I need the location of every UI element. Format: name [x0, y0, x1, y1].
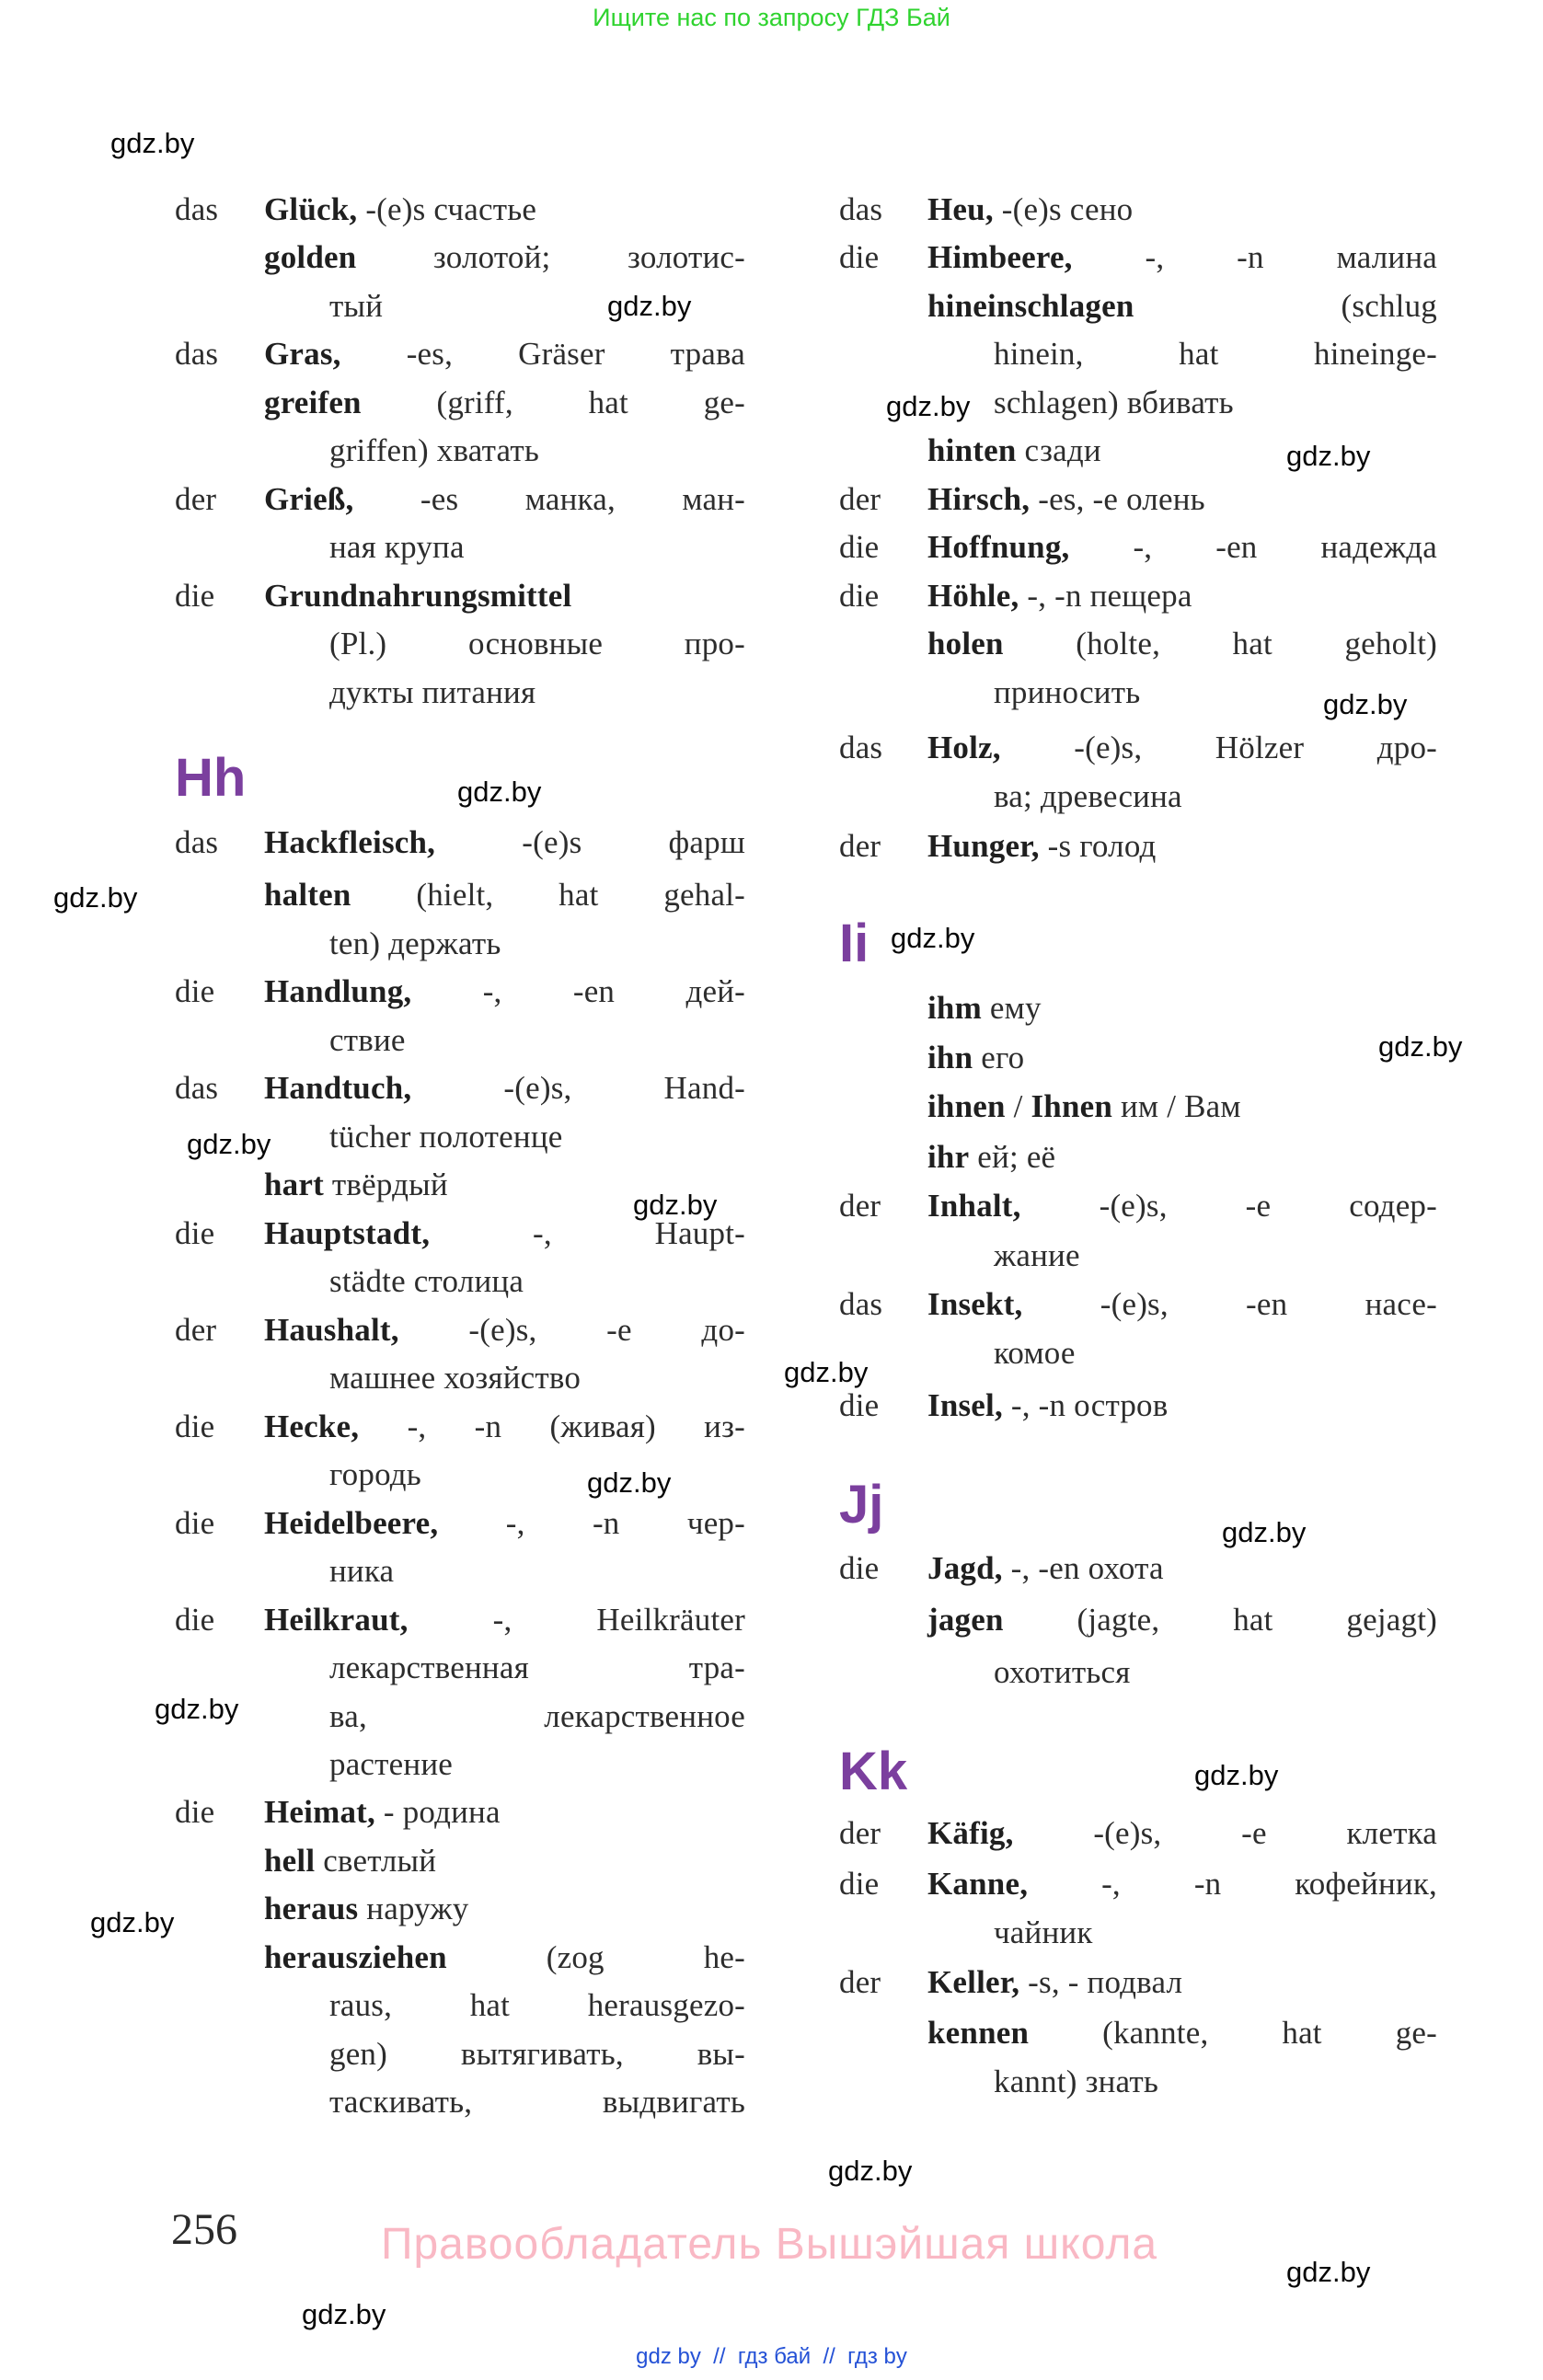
headword: Himbeere,: [927, 239, 1073, 275]
entry-line: [839, 1811, 1437, 1856]
entry-text: ствие: [329, 1022, 406, 1058]
gdz-watermark: gdz.by: [457, 776, 542, 808]
entry-text: -(e)s, Hölzer дро-: [1000, 730, 1437, 765]
entry-continuation-line: [175, 622, 745, 666]
gdz-watermark: gdz.by: [1194, 1759, 1279, 1791]
headword: Gras,: [264, 336, 341, 372]
headword: Insel,: [927, 1387, 1003, 1423]
gdz-watermark: gdz.by: [1378, 1030, 1463, 1063]
entry-continuation-line: [175, 671, 745, 715]
article-label: die: [175, 1794, 215, 1830]
entry-continuation-line: [839, 1650, 1437, 1695]
gdz-watermark: gdz.by: [302, 2298, 386, 2330]
entry-continuation-line: [175, 1018, 745, 1063]
entry-line: [175, 1839, 745, 1883]
entry-text: raus, hat herausgezo-: [329, 1987, 745, 2023]
entry-text: -, -n малина: [1072, 239, 1437, 275]
entry-text: schlagen) вбивать: [994, 385, 1234, 420]
entry-text: лекарственная тра-: [329, 1650, 745, 1685]
entry-text: -, -n чер-: [438, 1505, 745, 1541]
article-label: das: [175, 191, 219, 227]
article-label: das: [839, 191, 883, 227]
entry-text: ten) держать: [329, 926, 501, 961]
headword: ihn: [927, 1040, 973, 1075]
entry-text: ва, лекарственное: [329, 1698, 745, 1734]
headword: hell: [264, 1843, 316, 1879]
entry-text: (hielt, hat gehal-: [351, 877, 745, 913]
entry-text: таскивать, выдвигать: [329, 2084, 745, 2120]
gdz-watermark: gdz.by: [1323, 688, 1408, 720]
headword: holen: [927, 626, 1004, 661]
article-label: die: [839, 1387, 880, 1423]
entry-text: (kannte, hat ge-: [1029, 2015, 1437, 2051]
entry-text: наружу: [358, 1891, 469, 1926]
entry-continuation-line: [175, 2080, 745, 2124]
headword: Grieß,: [264, 481, 354, 517]
entry-line: [839, 1036, 1437, 1080]
article-label: das: [175, 1070, 219, 1106]
entry-text: -, -n кофейник,: [1028, 1866, 1437, 1902]
headword: Glück,: [264, 191, 358, 227]
entry-text: -, -en дей-: [411, 973, 745, 1009]
headword: Heidelbeere,: [264, 1505, 439, 1541]
entry-text: (holte, hat geholt): [1003, 626, 1437, 661]
gdz-watermark: gdz.by: [1222, 1516, 1307, 1548]
article-label: die: [175, 1408, 215, 1444]
entry-text: золотой; золотис-: [356, 239, 745, 275]
article-label: die: [839, 239, 880, 275]
entry-line: [175, 188, 745, 232]
headword: greifen: [264, 385, 362, 420]
entry-text: тый: [329, 288, 384, 324]
entry-text: (griff, hat ge-: [361, 385, 745, 420]
article-label: das: [175, 824, 219, 860]
entry-text: ва; древесина: [994, 778, 1182, 814]
entry-line: [839, 525, 1437, 569]
entry-line: [175, 381, 745, 425]
entry-continuation-line: [175, 1259, 745, 1304]
entry-text: -(e)s сено: [993, 191, 1134, 227]
headword: Holz,: [927, 730, 1001, 765]
entry-line: [839, 1546, 1437, 1591]
headword: halten: [264, 877, 351, 913]
entry-text: комое: [994, 1335, 1076, 1371]
entry-continuation-line: [175, 525, 745, 569]
article-label: die: [175, 1505, 215, 1541]
entry-line: [839, 284, 1437, 328]
copyright-notice: Правообладатель Вышэйшая школа: [380, 2220, 1158, 2269]
headword: Hauptstadt,: [264, 1215, 431, 1251]
headword: hineinschlagen: [927, 288, 1134, 324]
entry-text: городь: [329, 1456, 421, 1492]
entry-continuation-line: [175, 2032, 745, 2076]
headword: ihm: [927, 990, 982, 1026]
headword: heraus: [264, 1891, 359, 1926]
headword: Hunger,: [927, 828, 1040, 864]
entry-line: [839, 1862, 1437, 1906]
entry-text: его: [973, 1040, 1025, 1075]
entry-continuation-line: [175, 922, 745, 966]
entry-line: [175, 477, 745, 522]
entry-text: -, -n остров: [1002, 1387, 1169, 1423]
page-number: 256: [171, 2205, 237, 2254]
headword: Höhle,: [927, 578, 1019, 614]
entry-text: gen) вытягивать, вы-: [329, 2036, 745, 2072]
entry-text: дукты питания: [329, 674, 536, 710]
headword: kennen: [927, 2015, 1030, 2051]
entry-line: [839, 824, 1437, 868]
entry-continuation-line: [839, 1331, 1437, 1375]
entry-line: [175, 1405, 745, 1449]
entry-text: сзади: [1016, 432, 1101, 468]
entry-line: [839, 1184, 1437, 1228]
headword: Inhalt,: [927, 1188, 1021, 1224]
entry-line: [175, 970, 745, 1014]
entry-continuation-line: [175, 429, 745, 473]
article-label: der: [175, 1312, 217, 1348]
entry-line: [839, 1960, 1437, 2005]
headword: ihnen: [927, 1088, 1006, 1124]
gdz-watermark: gdz.by: [607, 290, 692, 322]
entry-text: ника: [329, 1553, 395, 1589]
article-label: das: [839, 1286, 883, 1322]
article-label: das: [839, 730, 883, 765]
entry-text: им / Вам: [1112, 1088, 1241, 1124]
entry-line: [839, 1085, 1437, 1129]
gdz-watermark: gdz.by: [90, 1906, 175, 1938]
entry-line: [839, 1598, 1437, 1642]
headword: Haushalt,: [264, 1312, 399, 1348]
entry-text: растение: [329, 1746, 453, 1782]
entry-continuation-line: [175, 1646, 745, 1690]
entry-line: [839, 726, 1437, 770]
entry-line: [175, 821, 745, 865]
entry-text: /: [1005, 1088, 1031, 1124]
entry-line: [175, 1936, 745, 1980]
headword: Grundnahrungsmittel: [264, 578, 572, 614]
entry-text: -(e)s счастье: [357, 191, 537, 227]
entry-text: -, Heilkräuter: [408, 1602, 745, 1638]
gdz-watermark: gdz.by: [1286, 440, 1371, 472]
entry-line: [839, 1282, 1437, 1327]
entry-text: светлый: [315, 1843, 437, 1879]
entry-text: ей; её: [969, 1139, 1056, 1175]
top-banner-text: Ищите нас по запросу ГДЗ Бай: [593, 4, 950, 31]
article-label: der: [839, 1188, 881, 1224]
entry-line: [175, 236, 745, 280]
section-header-hh: Hh: [175, 748, 247, 808]
entry-text: -(e)s, -e содер-: [1020, 1188, 1437, 1224]
headword: Heimat,: [264, 1794, 375, 1830]
entry-text: ная крупа: [329, 529, 465, 565]
entry-line: [175, 873, 745, 917]
headword: Jagd,: [927, 1550, 1003, 1586]
gdz-watermark: gdz.by: [891, 922, 975, 954]
article-label: die: [839, 1866, 880, 1902]
footer-links[interactable]: gdz by // гдз бай // гдз by: [636, 2344, 907, 2369]
entry-line: [839, 477, 1437, 522]
article-label: das: [175, 336, 219, 372]
entry-continuation-line: [175, 1356, 745, 1400]
entry-line: [839, 986, 1437, 1030]
headword: golden: [264, 239, 357, 275]
entry-text: -(e)s, -e до-: [398, 1312, 745, 1348]
article-label: die: [839, 1550, 880, 1586]
entry-text: tücher полотенце: [329, 1119, 563, 1155]
headword: ihr: [927, 1139, 970, 1175]
entry-text: (jagte, hat gejagt): [1003, 1602, 1437, 1638]
gdz-watermark: gdz.by: [633, 1189, 718, 1221]
entry-text: griffen) хватать: [329, 432, 539, 468]
section-header-ii: Ii: [839, 914, 869, 973]
headword: Insekt,: [927, 1286, 1023, 1322]
gdz-watermark: gdz.by: [828, 2155, 913, 2187]
section-header-kk: Kk: [839, 1742, 908, 1801]
entry-continuation-line: [175, 1742, 745, 1787]
article-label: die: [175, 973, 215, 1009]
entry-continuation-line: [839, 775, 1437, 819]
entry-line: [839, 622, 1437, 666]
entry-text: жание: [994, 1237, 1080, 1273]
headword: Hirsch,: [927, 481, 1031, 517]
entry-continuation-line: [839, 1911, 1437, 1955]
gdz-watermark: gdz.by: [187, 1128, 271, 1160]
entry-continuation-line: [839, 332, 1437, 376]
entry-continuation-line: [175, 1549, 745, 1593]
article-label: die: [839, 578, 880, 614]
article-label: die: [175, 1215, 215, 1251]
headword: Heilkraut,: [264, 1602, 409, 1638]
entry-line: [175, 1598, 745, 1642]
headword: Käfig,: [927, 1815, 1014, 1851]
entry-text: -, Haupt-: [430, 1215, 745, 1251]
entry-text: (Pl.) основные про-: [329, 626, 745, 661]
headword: hinten: [927, 432, 1017, 468]
entry-line: [175, 1308, 745, 1352]
entry-line: [839, 574, 1437, 618]
gdz-watermark: gdz.by: [53, 881, 138, 914]
entry-text: -es манка, ман-: [353, 481, 745, 517]
entry-text: -(e)s, -e клетка: [1013, 1815, 1437, 1851]
entry-line: [839, 1135, 1437, 1179]
article-label: der: [839, 1815, 881, 1851]
entry-text: ему: [981, 990, 1042, 1026]
entry-line: [839, 236, 1437, 280]
entry-text: -, -n (живая) из-: [359, 1408, 745, 1444]
headword: Heu,: [927, 191, 994, 227]
entry-line: [175, 1790, 745, 1834]
entry-text: -es, Gräser трава: [340, 336, 745, 372]
headword: Kanne,: [927, 1866, 1029, 1902]
article-label: die: [175, 578, 215, 614]
entry-line: [175, 1887, 745, 1931]
headword: jagen: [927, 1602, 1004, 1638]
headword: Hackfleisch,: [264, 824, 436, 860]
entry-text: твёрдый: [323, 1167, 448, 1202]
entry-text: städte столица: [329, 1263, 524, 1299]
entry-line: [175, 332, 745, 376]
entry-text: -es, -e олень: [1030, 481, 1205, 517]
entry-text: машнее хозяйство: [329, 1360, 582, 1396]
entry-text: -(e)s фарш: [435, 824, 745, 860]
entry-line: [839, 1384, 1437, 1428]
entry-text: -s голод: [1039, 828, 1157, 864]
entry-text: -s, - подвал: [1019, 1964, 1183, 2000]
headword: herausziehen: [264, 1939, 447, 1975]
entry-text: -, -en надежда: [1069, 529, 1437, 565]
entry-text: -(e)s, Hand-: [411, 1070, 745, 1106]
gdz-watermark: gdz.by: [1286, 2256, 1371, 2288]
headword: Hoffnung,: [927, 529, 1070, 565]
gdz-watermark: gdz.by: [155, 1693, 239, 1725]
entry-text: чайник: [994, 1914, 1093, 1950]
article-label: der: [175, 481, 217, 517]
entry-continuation-line: [839, 2060, 1437, 2104]
entry-text: -, -n пещера: [1019, 578, 1192, 614]
entry-line: [839, 2011, 1437, 2055]
gdz-watermark: gdz.by: [587, 1466, 672, 1499]
headword: Ihnen: [1031, 1088, 1113, 1124]
entry-text: kannt) знать: [994, 2064, 1159, 2099]
section-header-jj: Jj: [839, 1475, 884, 1535]
article-label: die: [839, 529, 880, 565]
entry-text: (zog he-: [446, 1939, 745, 1975]
headword: hart: [264, 1167, 324, 1202]
entry-continuation-line: [839, 1234, 1437, 1278]
entry-line: [175, 1501, 745, 1546]
entry-text: -, -en охота: [1002, 1550, 1164, 1586]
gdz-watermark: gdz.by: [110, 127, 195, 159]
article-label: der: [839, 1964, 881, 2000]
entry-text: -(e)s, -en насе-: [1022, 1286, 1437, 1322]
article-label: der: [839, 481, 881, 517]
headword: Handlung,: [264, 973, 412, 1009]
entry-text: hinein, hat hineinge-: [994, 336, 1437, 372]
entry-text: - родина: [374, 1794, 501, 1830]
article-label: der: [839, 828, 881, 864]
entry-continuation-line: [175, 1695, 745, 1739]
entry-text: охотиться: [994, 1654, 1131, 1690]
entry-text: (schlug: [1134, 288, 1437, 324]
entry-line: [175, 1066, 745, 1110]
gdz-watermark: gdz.by: [784, 1356, 869, 1388]
entry-continuation-line: [175, 1983, 745, 2028]
gdz-watermark: gdz.by: [886, 390, 971, 422]
entry-line: [175, 574, 745, 618]
entry-text: приносить: [994, 674, 1141, 710]
headword: Keller,: [927, 1964, 1020, 2000]
article-label: die: [175, 1602, 215, 1638]
entry-line: [839, 188, 1437, 232]
headword: Handtuch,: [264, 1070, 412, 1106]
headword: Hecke,: [264, 1408, 360, 1444]
